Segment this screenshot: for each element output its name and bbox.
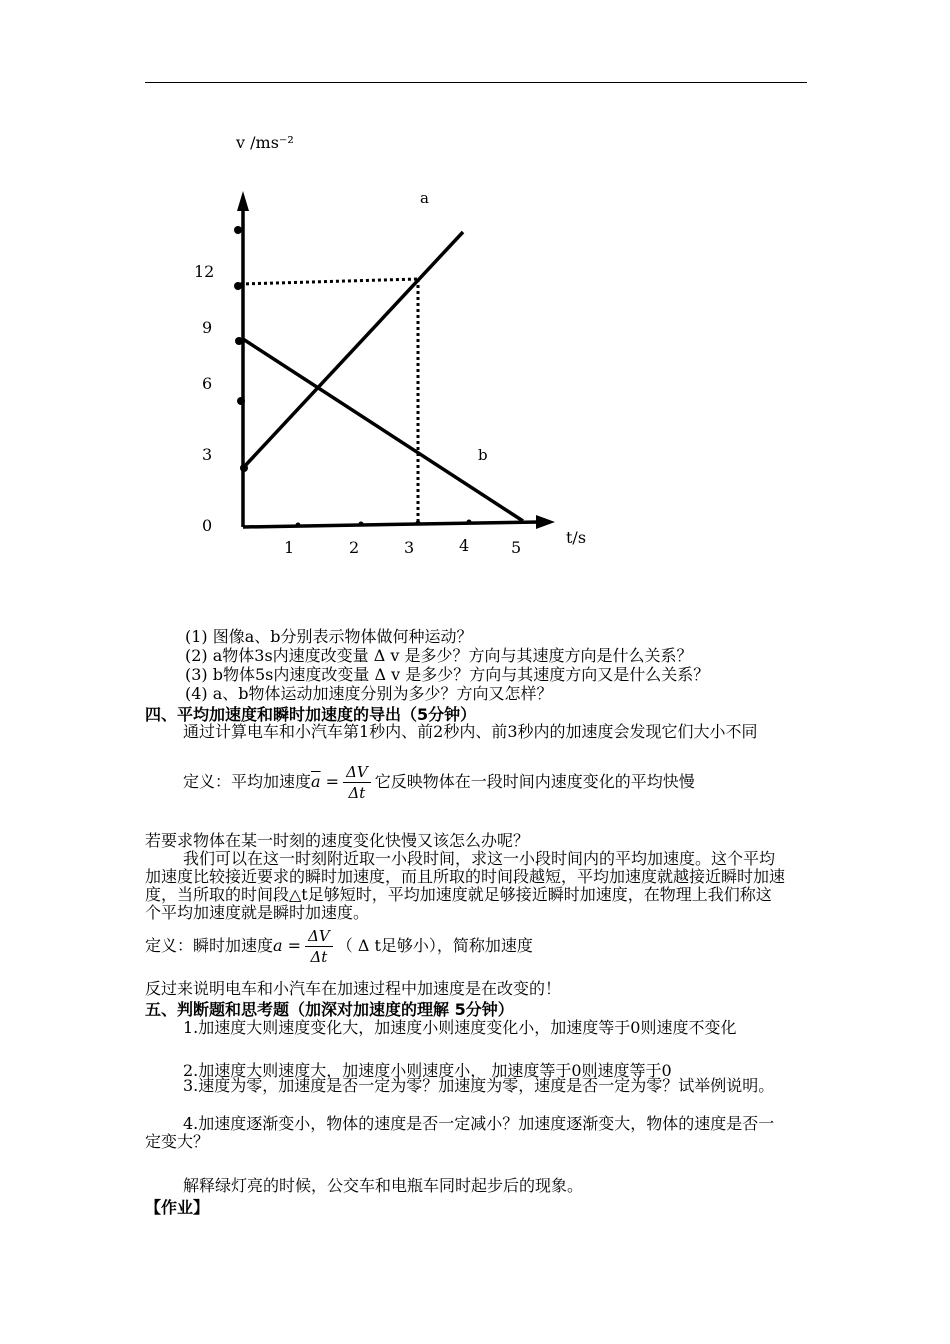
y-dot	[234, 226, 242, 234]
question-1: (1) 图像a、b分别表示物体做何种运动？	[185, 627, 473, 646]
y-dot	[235, 337, 243, 345]
y-tick-9: 9	[202, 318, 213, 337]
question-4: (4) a、b物体运动加速度分别为多少？方向又怎样？	[185, 684, 553, 703]
x-axis	[243, 522, 540, 527]
x-tick-2: 2	[349, 538, 360, 557]
section-4-paragraph-1: 通过计算电车和小汽车第1秒内、前2秒内、前3秒内的加速度会发现它们大小不同	[183, 722, 758, 741]
definition-instant-acceleration: 定义：瞬时加速度a = $\frac{\Delta V}{\Delta t}$ （ Δ t足够小），简称加速度	[145, 927, 533, 966]
definition-1-fraction	[343, 762, 371, 803]
line-a	[243, 232, 463, 468]
definition-2-suffix: （ Δ t足够小），简称加速度	[336, 936, 533, 955]
definition-1-prefix: 定义：平均加速度	[183, 772, 312, 791]
section-5-heading: 五、判断题和思考题（加深对加速度的理解 5分钟）	[145, 1000, 514, 1019]
judgement-item-1: 1.加速度大则速度变化大，加速度小则速度变化小，加速度等于0则速度不变化	[183, 1018, 737, 1037]
y-tick-0: 0	[202, 516, 213, 535]
y-tick-3: 3	[202, 445, 213, 464]
x-tick-1: 1	[284, 538, 295, 557]
definition-1-numerator: ΔV	[343, 762, 371, 783]
definition-1-suffix: 它反映物体在一段时间内速度变化的平均快慢	[374, 772, 695, 791]
definition-average-acceleration: 定义：平均加速度$\overline{a}$ = $\frac{\Delta V}{\Delta t}$ 它反映物体在一段时间内速度变化的平均快慢	[183, 763, 695, 802]
x-dot	[296, 523, 301, 528]
y-axis-label: v /ms⁻²	[236, 133, 294, 152]
line-b-label: b	[478, 446, 488, 464]
x-tick-3: 3	[404, 538, 415, 557]
x-axis-arrow	[536, 515, 555, 529]
homework-heading: 【作业】	[145, 1198, 210, 1217]
section-4-heading: 四、平均加速度和瞬时加速度的导出（5分钟）	[145, 705, 477, 724]
x-dot	[467, 520, 472, 525]
section-4-paragraph-2: 我们可以在这一时刻附近取一小段时间，求这一小段时间内的平均加速度。这个平均加速度比较接近要求的瞬时加速度，而且所取的时间段越短，平均加速度就越接近瞬时加速度，当所取的时间段△t足够短时，平均加速度就足够接近瞬时加速度，在物理上我们称这个平均加速度就是瞬时加速度。	[145, 849, 786, 922]
definition-1-denominator: Δt	[348, 784, 366, 802]
velocity-time-graph	[180, 125, 610, 565]
y-tick-6: 6	[202, 374, 213, 393]
y-axis-arrow	[237, 191, 249, 211]
line-a-label: a	[420, 189, 429, 207]
x-tick-4: 4	[459, 536, 470, 555]
y-tick-12: 12	[194, 262, 215, 281]
section-4-question: 若要求物体在某一时刻的速度变化快慢又该怎么办呢？	[145, 831, 530, 850]
header-rule	[145, 82, 807, 83]
x-dot	[359, 522, 364, 527]
x-tick-5: 5	[511, 538, 522, 557]
definition-2-prefix: 定义：瞬时加速度	[145, 936, 274, 955]
guide-horizontal	[240, 279, 418, 284]
question-2: (2) a物体3s内速度改变量 Δ v 是多少？方向与其速度方向是什么关系？	[185, 646, 693, 665]
question-3: (3) b物体5s内速度改变量 Δ v 是多少？方向与其速度方向又是什么关系？	[185, 665, 710, 684]
definition-2-denominator: Δt	[310, 948, 328, 966]
section-4-conclusion: 反过来说明电车和小汽车在加速过程中加速度是在改变的！	[145, 979, 562, 998]
explain-question: 解释绿灯亮的时候，公交车和电瓶车同时起步后的现象。	[183, 1176, 584, 1195]
definition-2-fraction	[305, 926, 333, 967]
definition-2-numerator: ΔV	[305, 926, 333, 947]
thinking-item-4: 4.加速度逐渐变小，物体的速度是否一定减小？加速度逐渐变大，物体的速度是否一定变大？	[145, 1114, 775, 1151]
thinking-item-3: 3.速度为零，加速度是否一定为零？加速度为零，速度是否一定为零？试举例说明。	[183, 1076, 775, 1095]
line-b	[243, 339, 523, 521]
judgement-item-2: 2.加速度大则速度大，加速度小则速度小， 加速度等于0则速度等于0	[183, 1061, 672, 1080]
x-axis-label: t/s	[566, 528, 587, 547]
definition-1-symbol: $\overline{a}$	[311, 772, 321, 791]
y-dot	[237, 397, 245, 405]
definition-2-symbol: a	[273, 936, 283, 955]
